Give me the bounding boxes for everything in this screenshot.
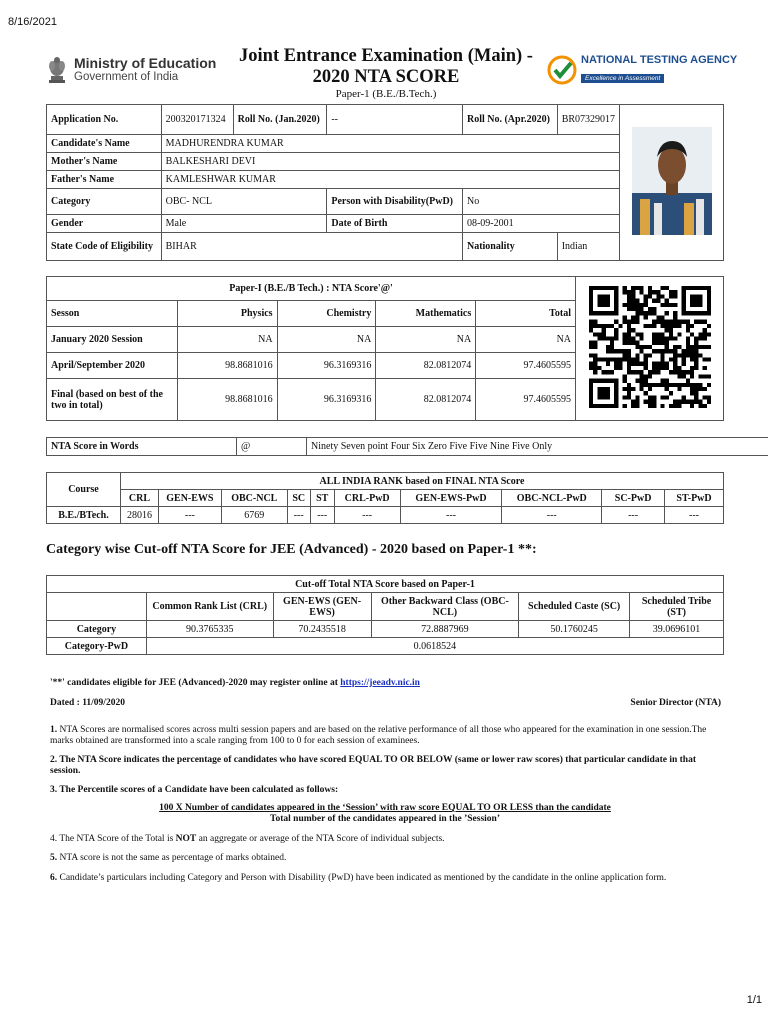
roll-jan-label: Roll No. (Jan.2020) [233, 105, 327, 135]
register-note [50, 678, 720, 689]
dob-value: 08-09-2001 [462, 215, 619, 233]
percentile-formula [50, 803, 720, 825]
title-line-1: Joint Entrance Examination (Main) - [239, 46, 533, 66]
gender-value: Male [161, 215, 327, 233]
cutoff-value: 50.1760245 [519, 621, 630, 638]
score-cell: April/September 2020 [47, 353, 178, 379]
nationality-label: Nationality [462, 233, 557, 261]
pwd-label: Person with Disability(PwD) [327, 189, 463, 215]
formula-numerator: 100 X Number of candidates appeared in the ‘Session’ with raw score EQUAL TO OR LESS than the candidate [159, 803, 611, 813]
roll-apr-label: Roll No. (Apr.2020) [462, 105, 557, 135]
score-header-session: Sesson [47, 301, 178, 327]
rank-header: CRL-PwD [334, 490, 400, 507]
signatory: Senior Director (NTA) [630, 698, 721, 708]
score-cell: 98.8681016 [177, 353, 277, 379]
nta-check-icon [547, 55, 577, 85]
note-2: 2. The NTA Score indicates the percentage of candidates who have scored EQUAL TO OR BELOW (same or lower raw scores) that particular candidate in that session. [50, 755, 696, 776]
rank-header: OBC-NCL [221, 490, 287, 507]
agency-tagline: Excellence in Assessment [581, 74, 664, 83]
father-name: KAMLESHWAR KUMAR [161, 171, 619, 189]
rank-header: ST-PwD [665, 490, 724, 507]
score-cell: January 2020 Session [47, 327, 178, 353]
score-header-mathematics: Mathematics [376, 301, 476, 327]
rank-header: SC-PwD [602, 490, 665, 507]
note-1-number: 1. [50, 725, 58, 735]
rank-value: --- [502, 507, 602, 524]
words-label: NTA Score in Words [47, 438, 237, 456]
score-cell: NA [376, 327, 476, 353]
formula-denominator: Total number of the candidates appeared in the ’Session’ [270, 814, 500, 824]
rank-table [46, 472, 724, 524]
rank-value: 28016 [120, 507, 158, 524]
rank-value: --- [400, 507, 502, 524]
cutoff-value: 70.2435518 [273, 621, 371, 638]
rank-header: GEN-EWS-PwD [400, 490, 502, 507]
note-6-text: Candidate’s particulars including Category and Person with Disability (PwD) have been indicated as mentioned by the candidate in the online application form. [57, 873, 667, 883]
candidate-name-label: Candidate's Name [47, 135, 162, 153]
cutoff-pwd-label: Category-PwD [47, 638, 147, 655]
mother-name: BALKESHARI DEVI [161, 153, 619, 171]
note-6 [50, 873, 720, 884]
score-cell: Final (based on best of the two in total) [47, 379, 178, 421]
rank-value: --- [334, 507, 400, 524]
score-cell: NA [277, 327, 376, 353]
cutoff-value: 72.8887969 [371, 621, 519, 638]
note-4-text-a: 4. The NTA Score of the Total is [50, 834, 176, 844]
note-5-text: NTA score is not the same as percentage of marks obtained. [57, 853, 287, 863]
cutoff-row-category [47, 621, 724, 638]
photo-cell [620, 105, 724, 261]
cutoff-header: Scheduled Tribe (ST) [630, 593, 724, 621]
rank-header: ST [310, 490, 334, 507]
nta-score-table [46, 276, 724, 421]
score-cell: 82.0812074 [376, 353, 476, 379]
rank-value: --- [665, 507, 724, 524]
government-name: Government of India [74, 71, 179, 83]
page-number: 1/1 [746, 994, 762, 1006]
note-4-text-b: an aggregate or average of the NTA Score of individual subjects. [196, 834, 445, 844]
score-header-total: Total [476, 301, 576, 327]
note-6-number: 6. [50, 873, 58, 883]
dob-label: Date of Birth [327, 215, 463, 233]
roll-jan: -- [327, 105, 463, 135]
ministry-logo [46, 54, 216, 86]
note-1-text: NTA Scores are normalised scores across multi session papers and are based on the relative performance of all those who appeared for the examination in one session.The marks obtained are transformed into a scale ranging from 100 to 0 for each session of examinees. [50, 725, 707, 746]
score-cell: NA [177, 327, 277, 353]
nationality-value: Indian [557, 233, 619, 261]
agency-name: NATIONAL TESTING AGENCY [581, 54, 738, 66]
application-no-label: Application No. [47, 105, 162, 135]
candidate-info-table [46, 104, 724, 261]
rank-header: OBC-NCL-PwD [502, 490, 602, 507]
score-cell: 98.8681016 [177, 379, 277, 421]
cutoff-section-title: Category wise Cut-off NTA Score for JEE (Advanced) - 2020 based on Paper-1 **: [46, 542, 537, 557]
rank-header: SC [287, 490, 310, 507]
note-1 [50, 725, 720, 747]
rank-value: 6769 [221, 507, 287, 524]
qr-cell [576, 277, 724, 421]
cutoff-value: 39.0696101 [630, 621, 724, 638]
document-title [226, 46, 546, 101]
note-4-emphasis: NOT [175, 834, 197, 844]
register-link[interactable]: https://jeeadv.nic.in [340, 678, 420, 688]
title-line-2: 2020 NTA SCORE [312, 67, 460, 87]
rank-value: --- [602, 507, 665, 524]
words-value: Ninety Seven point Four Six Zero Five Five Nine Five Only [307, 438, 768, 456]
print-date: 8/16/2021 [8, 16, 57, 28]
cutoff-table [46, 575, 724, 655]
note-5-number: 5. [50, 853, 58, 863]
score-in-words-table [46, 437, 768, 456]
score-cell: 97.4605595 [476, 379, 576, 421]
ministry-name: Ministry of Education [74, 55, 217, 71]
mother-name-label: Mother's Name [47, 153, 162, 171]
cutoff-header: Scheduled Caste (SC) [519, 593, 630, 621]
pwd-value: No [462, 189, 619, 215]
note-5 [50, 853, 720, 864]
cutoff-row-pwd [47, 638, 724, 655]
score-cell: 97.4605595 [476, 353, 576, 379]
score-table-title: Paper-I (B.E./B Tech.) : NTA Score'@' [47, 277, 576, 301]
cutoff-header: Common Rank List (CRL) [146, 593, 273, 621]
cutoff-value: 90.3765335 [146, 621, 273, 638]
note-4 [50, 834, 720, 845]
rank-title: ALL INDIA RANK based on FINAL NTA Score [120, 473, 723, 490]
rank-value: --- [158, 507, 221, 524]
roll-apr: BR07329017 [557, 105, 619, 135]
words-symbol: @ [237, 438, 307, 456]
category-value: OBC- NCL [161, 189, 327, 215]
cutoff-category-label: Category [47, 621, 147, 638]
nta-logo [547, 54, 737, 85]
gender-label: Gender [47, 215, 162, 233]
score-cell: 82.0812074 [376, 379, 476, 421]
rank-course: B.E./BTech. [47, 507, 121, 524]
state-label: State Code of Eligibility [47, 233, 162, 261]
course-label: Course [47, 473, 121, 507]
score-header-chemistry: Chemistry [277, 301, 376, 327]
cutoff-corner [47, 593, 147, 621]
register-text: '**' candidates eligible for JEE (Advanced)-2020 may register online at [50, 678, 341, 688]
qr-code [586, 286, 714, 408]
paper-subtitle: Paper-1 (B.E./B.Tech.) [335, 88, 437, 100]
score-header-physics: Physics [177, 301, 277, 327]
score-cell: 96.3169316 [277, 379, 376, 421]
candidate-photo [632, 127, 712, 235]
rank-header: GEN-EWS [158, 490, 221, 507]
rank-row [47, 507, 724, 524]
cutoff-header: GEN-EWS (GEN-EWS) [273, 593, 371, 621]
rank-value: --- [287, 507, 310, 524]
dated: Dated : 11/09/2020 [50, 698, 125, 708]
score-cell: 96.3169316 [277, 353, 376, 379]
cutoff-table-title: Cut-off Total NTA Score based on Paper-1 [47, 576, 724, 593]
note-3: 3. The Percentile scores of a Candidate have been calculated as follows: [50, 785, 339, 795]
score-cell: NA [476, 327, 576, 353]
cutoff-header: Other Backward Class (OBC-NCL) [371, 593, 519, 621]
state-value: BIHAR [161, 233, 462, 261]
application-no: 200320171324 [161, 105, 233, 135]
cutoff-pwd-value: 0.0618524 [146, 638, 723, 655]
category-label: Category [47, 189, 162, 215]
candidate-name: MADHURENDRA KUMAR [161, 135, 619, 153]
rank-header: CRL [120, 490, 158, 507]
national-emblem-icon [46, 54, 68, 86]
father-name-label: Father's Name [47, 171, 162, 189]
rank-value: --- [310, 507, 334, 524]
